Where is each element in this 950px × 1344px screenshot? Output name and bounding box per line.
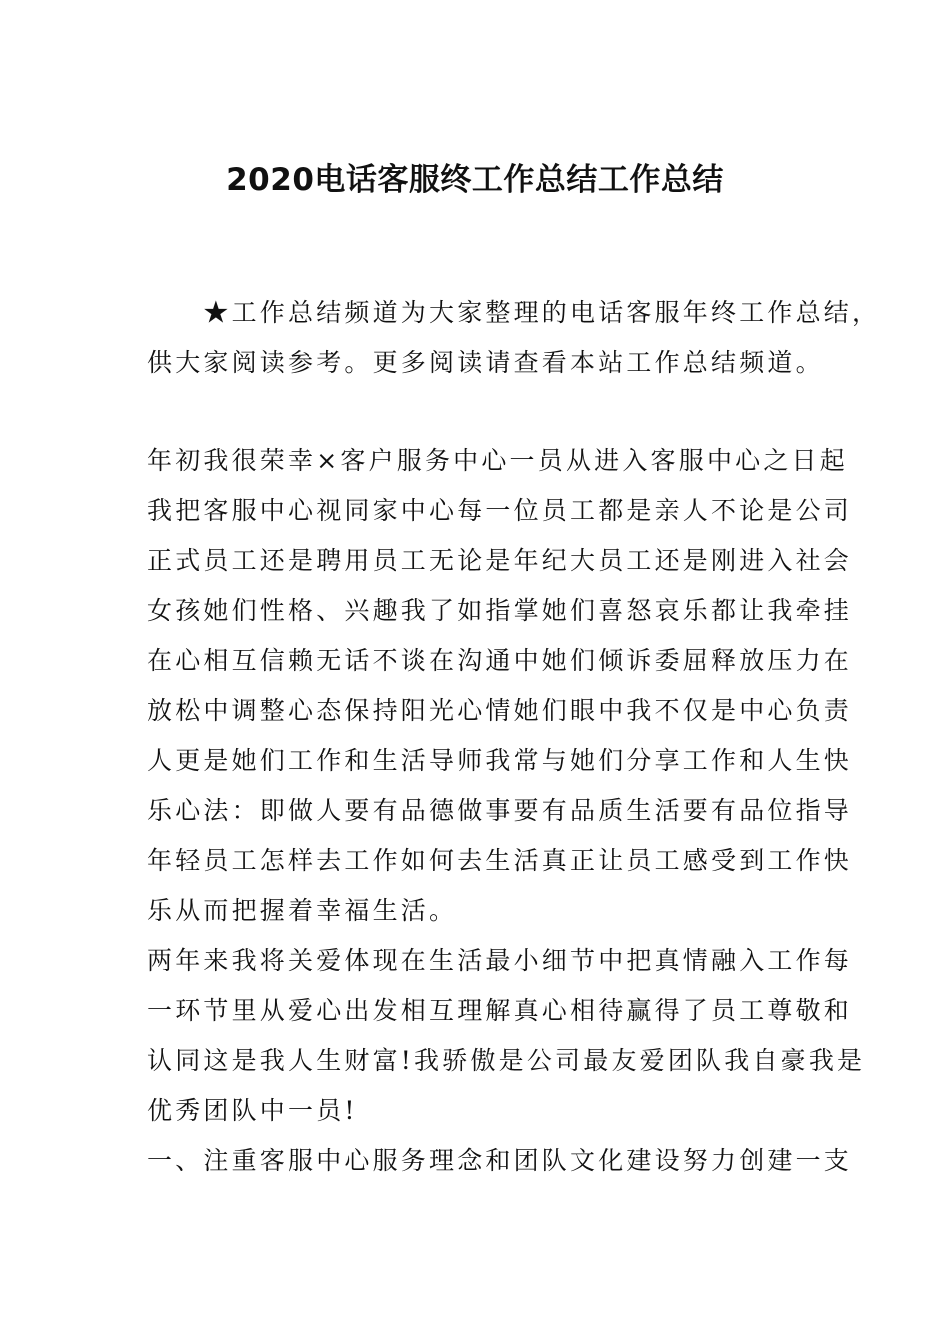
body-paragraphs xyxy=(147,436,866,1186)
body-line: 女孩她们性格、兴趣我了如指掌她们喜怒哀乐都让我牵挂 xyxy=(147,596,853,625)
body-line: 正式员工还是聘用员工无论是年纪大员工还是刚进入社会 xyxy=(147,546,853,575)
body-line: 我把客服中心视同家中心每一位员工都是亲人不论是公司 xyxy=(147,496,853,525)
body-line: 一、注重客服中心服务理念和团队文化建设努力创建一支 xyxy=(147,1146,853,1175)
body-line: 在心相互信赖无话不谈在沟通中她们倾诉委屈释放压力在 xyxy=(147,646,853,675)
body-line: 放松中调整心态保持阳光心情她们眼中我不仅是中心负责 xyxy=(147,696,853,725)
body-line: 乐心法：即做人要有品德做事要有品质生活要有品位指导 xyxy=(147,796,853,825)
body-line: 年初我很荣幸×客户服务中心一员从进入客服中心之日起 xyxy=(147,446,848,475)
body-line: 两年来我将关爱体现在生活最小细节中把真情融入工作每 xyxy=(147,946,853,975)
body-line: 一环节里从爱心出发相互理解真心相待赢得了员工尊敬和 xyxy=(147,996,853,1025)
body-line: 认同这是我人生财富!我骄傲是公司最友爱团队我自豪我是 xyxy=(147,1046,866,1075)
body-line: 乐从而把握着幸福生活。 xyxy=(147,896,458,925)
document-title: 2020电话客服终工作总结工作总结 xyxy=(226,162,724,198)
intro-line: 供大家阅读参考。更多阅读请查看本站工作总结频道。 xyxy=(147,348,824,377)
body-line: 优秀团队中一员! xyxy=(147,1096,358,1125)
body-line: 年轻员工怎样去工作如何去生活真正让员工感受到工作快 xyxy=(147,846,853,875)
intro-line: ★工作总结频道为大家整理的电话客服年终工作总结， xyxy=(147,298,881,327)
intro-paragraph xyxy=(147,288,881,388)
body-line: 人更是她们工作和生活导师我常与她们分享工作和人生快 xyxy=(147,746,853,775)
